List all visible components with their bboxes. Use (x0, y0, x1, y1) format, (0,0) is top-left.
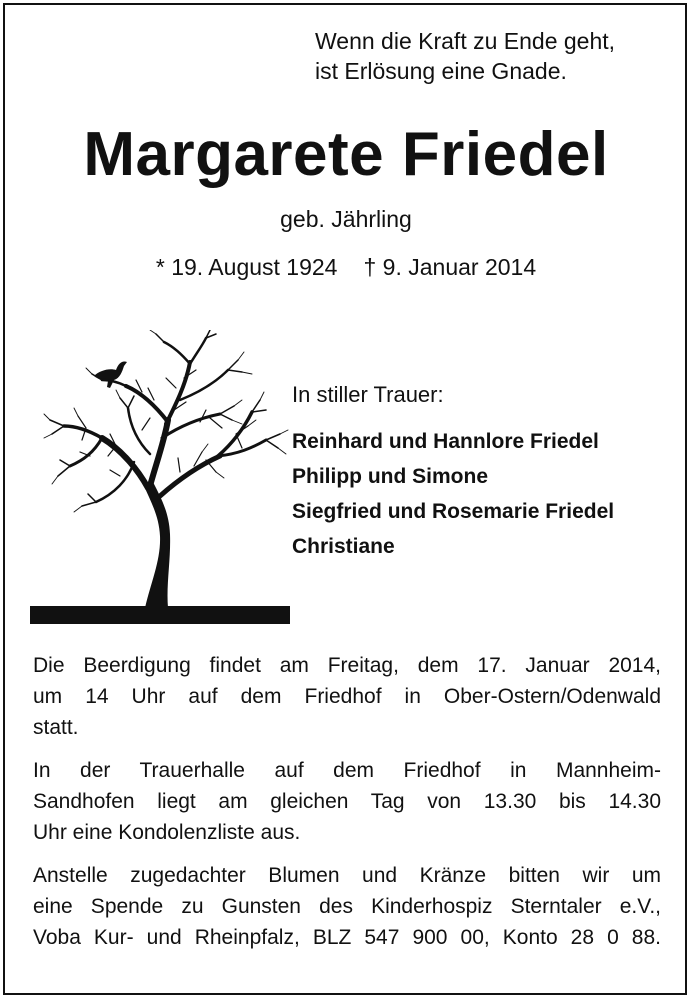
notice-line: eine Spende zu Gunsten des Kinderhospiz Sterntaler e.V., (33, 895, 661, 918)
mourning-section (292, 380, 682, 564)
motto (315, 26, 675, 86)
notice-line: Anstelle zugedachter Blumen und Kränze bitten wir um (33, 864, 661, 887)
notice-line: Voba Kur- und Rheinpfalz, BLZ 547 900 00, Konto 28 0 88. (33, 926, 661, 949)
donation-notice (33, 860, 661, 953)
notice-line: Uhr eine Kondolenzliste aus. (33, 821, 301, 844)
birth-name: geb. Jährling (280, 206, 412, 232)
notice-line: Die Beerdigung findet am Freitag, dem 17. Januar 2014, (33, 654, 661, 677)
funeral-notice (33, 650, 661, 743)
notice-line: um 14 Uhr auf dem Friedhof in Ober-Ostern/Odenwald (33, 685, 661, 708)
birth-date: * 19. August 1924 (155, 254, 338, 280)
mourner-name: Siegfried und Rosemarie Friedel (292, 500, 615, 523)
motto-line: ist Erlösung eine Gnade. (315, 58, 567, 84)
deceased-name: Margarete Friedel (83, 120, 609, 189)
notice-line: Sandhofen liegt am gleichen Tag von 13.30 bis 14.30 (33, 790, 661, 813)
ground-bar (30, 606, 290, 624)
notices (33, 650, 661, 965)
tree-with-bird-icon (30, 330, 294, 630)
notice-line: In der Trauerhalle auf dem Friedhof in Mannheim- (33, 759, 661, 782)
condolence-notice (33, 755, 661, 848)
tree-trunk (144, 482, 170, 608)
notice-line: statt. (33, 716, 79, 739)
mourner-name: Philipp und Simone (292, 465, 488, 488)
mourner-name: Reinhard und Hannlore Friedel (292, 430, 599, 453)
life-dates (0, 252, 692, 282)
mourner-name: Christiane (292, 535, 395, 558)
motto-line: Wenn die Kraft zu Ende geht, (315, 28, 616, 54)
death-date: † 9. Januar 2014 (363, 254, 537, 280)
mourning-label: In stiller Trauer: (292, 382, 444, 407)
